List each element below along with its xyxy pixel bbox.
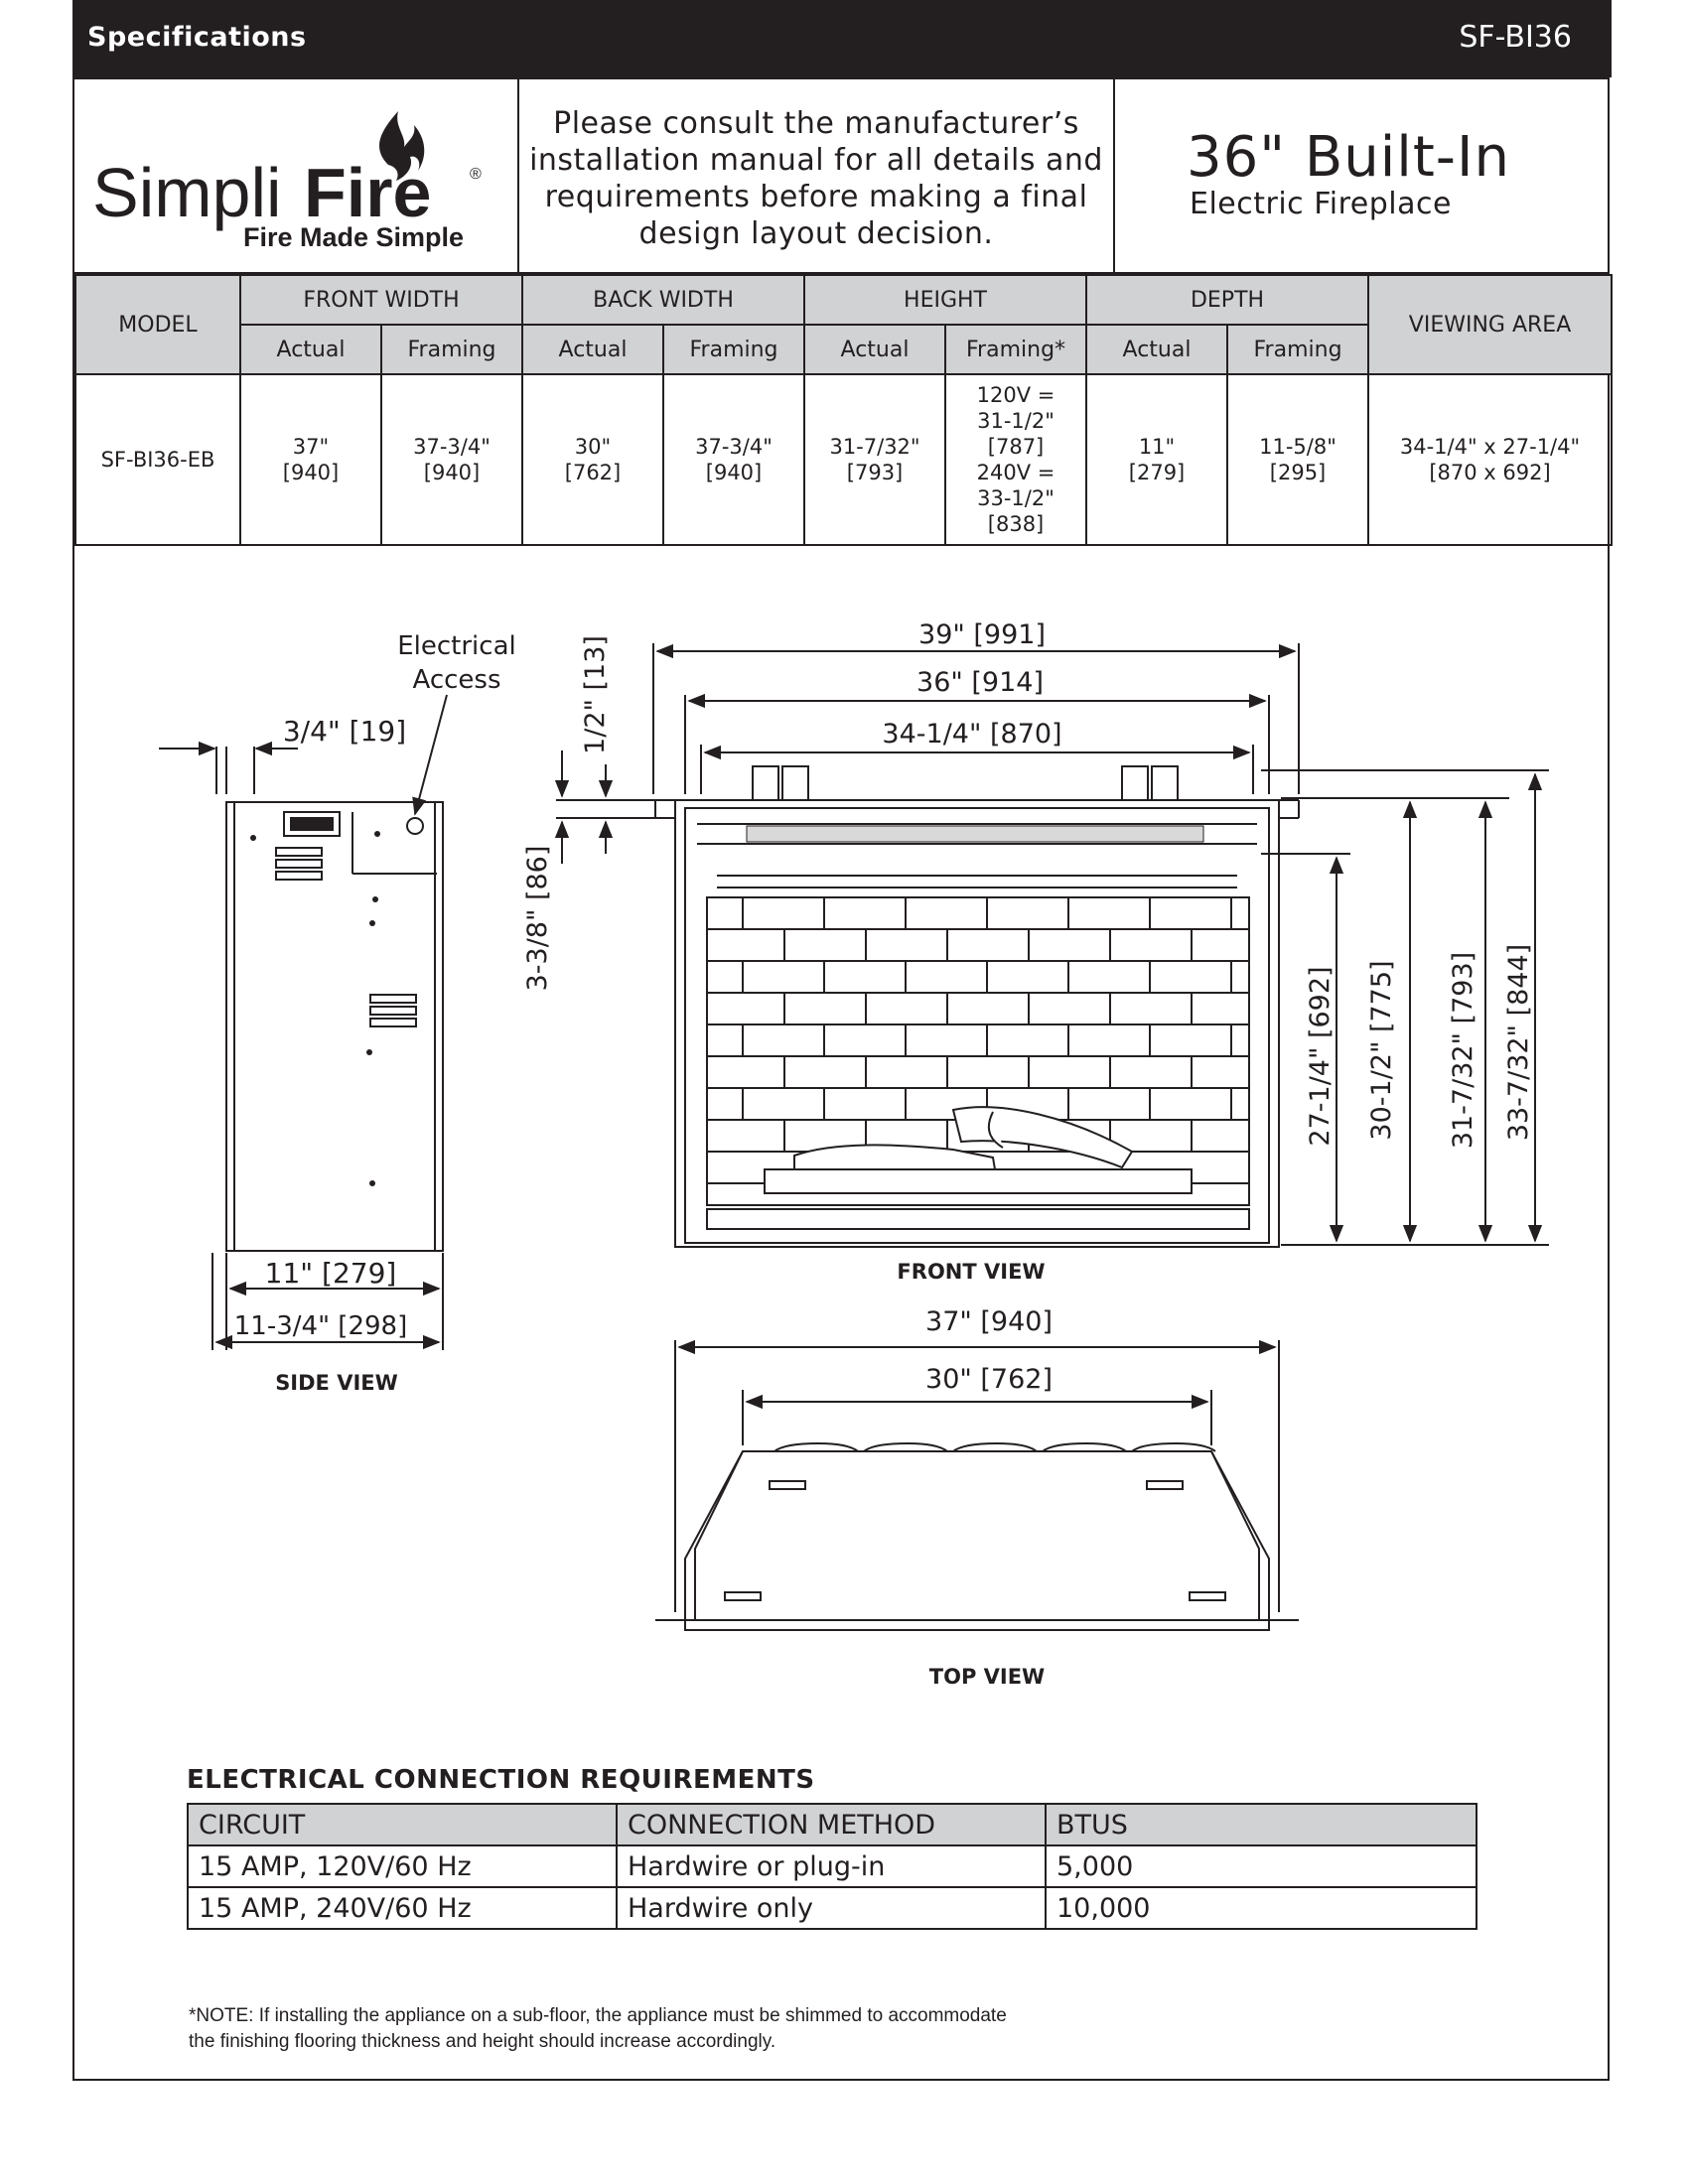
product-title: 36" Built-In: [1187, 125, 1511, 190]
dim-37: 37" [940]: [925, 1306, 1053, 1337]
label-electrical: Electrical: [397, 631, 516, 661]
cell-model: SF-BI36-EB: [75, 374, 240, 545]
sub-framing: Framing: [663, 325, 804, 374]
col-back-width: BACK WIDTH: [522, 275, 804, 325]
top-view-label: TOP VIEW: [928, 1665, 1046, 1689]
logo-reg: ®: [470, 166, 482, 183]
sub-framing: Framing*: [945, 325, 1086, 374]
label-access: Access: [412, 665, 501, 695]
dim-39: 39" [991]: [918, 619, 1046, 650]
logo-tagline: Fire Made Simple: [243, 222, 465, 252]
section-title: Specifications: [87, 22, 307, 53]
cell-connection: Hardwire only: [617, 1887, 1046, 1929]
col-btus: BTUS: [1046, 1804, 1477, 1845]
dim-33: 33-7/32" [844]: [1503, 943, 1534, 1142]
consult-line: requirements before making a final: [544, 180, 1088, 214]
table-row: [188, 1845, 1477, 1887]
consult-line: Please consult the manufacturer’s: [553, 106, 1079, 141]
cell-btus: 5,000: [1046, 1845, 1477, 1887]
electrical-title: ELECTRICAL CONNECTION REQUIREMENTS: [187, 1765, 815, 1795]
sub-actual: Actual: [1086, 325, 1227, 374]
cell-bw-actual: 30" [762]: [522, 374, 663, 545]
dim-30: 30-1/2" [775]: [1366, 960, 1397, 1141]
col-height: HEIGHT: [804, 275, 1086, 325]
col-depth: DEPTH: [1086, 275, 1368, 325]
dim-half-inch: 1/2" [13]: [580, 635, 611, 754]
dim-30-top: 30" [762]: [925, 1364, 1053, 1395]
footnote: [189, 2003, 1007, 2055]
cell-h-framing: 120V = 31-1/2" [787] 240V = 33-1/2" [838]: [945, 374, 1086, 545]
sub-actual: Actual: [522, 325, 663, 374]
col-connection: CONNECTION METHOD: [617, 1804, 1046, 1845]
col-viewing-area: VIEWING AREA: [1368, 275, 1612, 374]
consult-line: installation manual for all details and: [529, 143, 1103, 178]
sub-framing: Framing: [381, 325, 522, 374]
col-front-width: FRONT WIDTH: [240, 275, 522, 325]
cell-fw-framing: 37-3/4" [940]: [381, 374, 522, 545]
cell-circuit: 15 AMP, 240V/60 Hz: [188, 1887, 617, 1929]
cell-fw-actual: 37" [940]: [240, 374, 381, 545]
dim-side-depth: 11" [279]: [264, 1257, 397, 1290]
dim-3-3-8: 3-3/8" [86]: [522, 845, 553, 992]
cell-view: 34-1/4" x 27-1/4" [870 x 692]: [1368, 374, 1612, 545]
col-model: MODEL: [75, 275, 240, 374]
footnote-line: *NOTE: If installing the appliance on a sub-floor, the appliance must be shimmed to accommodate: [189, 2005, 1007, 2026]
model-code: SF-BI36: [1459, 20, 1572, 55]
cell-connection: Hardwire or plug-in: [617, 1845, 1046, 1887]
dim-side-top: 3/4" [19]: [282, 715, 407, 748]
dim-27: 27-1/4" [692]: [1305, 966, 1336, 1147]
product-subtitle: Electric Fireplace: [1190, 187, 1452, 221]
front-view-label: FRONT VIEW: [897, 1260, 1046, 1284]
dim-side-depth2: 11-3/4" [298]: [233, 1311, 408, 1341]
dim-34: 34-1/4" [870]: [882, 719, 1062, 750]
dim-31: 31-7/32" [793]: [1448, 951, 1478, 1150]
logo-text-simpli: Simpli: [92, 154, 282, 231]
col-circuit: CIRCUIT: [188, 1804, 617, 1845]
sub-actual: Actual: [240, 325, 381, 374]
side-view-label: SIDE VIEW: [275, 1371, 398, 1395]
cell-circuit: 15 AMP, 120V/60 Hz: [188, 1845, 617, 1887]
dim-36: 36" [914]: [916, 667, 1044, 698]
front-view: [655, 766, 1299, 1247]
cell-btus: 10,000: [1046, 1887, 1477, 1929]
table-row: [188, 1887, 1477, 1929]
cell-d-actual: 11" [279]: [1086, 374, 1227, 545]
cell-bw-framing: 37-3/4" [940]: [663, 374, 804, 545]
side-view: [159, 695, 447, 1350]
cell-d-framing: 11-5/8" [295]: [1227, 374, 1368, 545]
cell-h-actual: 31-7/32" [793]: [804, 374, 945, 545]
sub-actual: Actual: [804, 325, 945, 374]
consult-line: design layout decision.: [638, 216, 994, 251]
sub-framing: Framing: [1227, 325, 1368, 374]
electrical-table: [187, 1803, 1477, 1930]
footnote-line: the finishing flooring thickness and height should increase accordingly.: [189, 2031, 776, 2052]
logo-text-fire: Fire: [304, 154, 432, 231]
